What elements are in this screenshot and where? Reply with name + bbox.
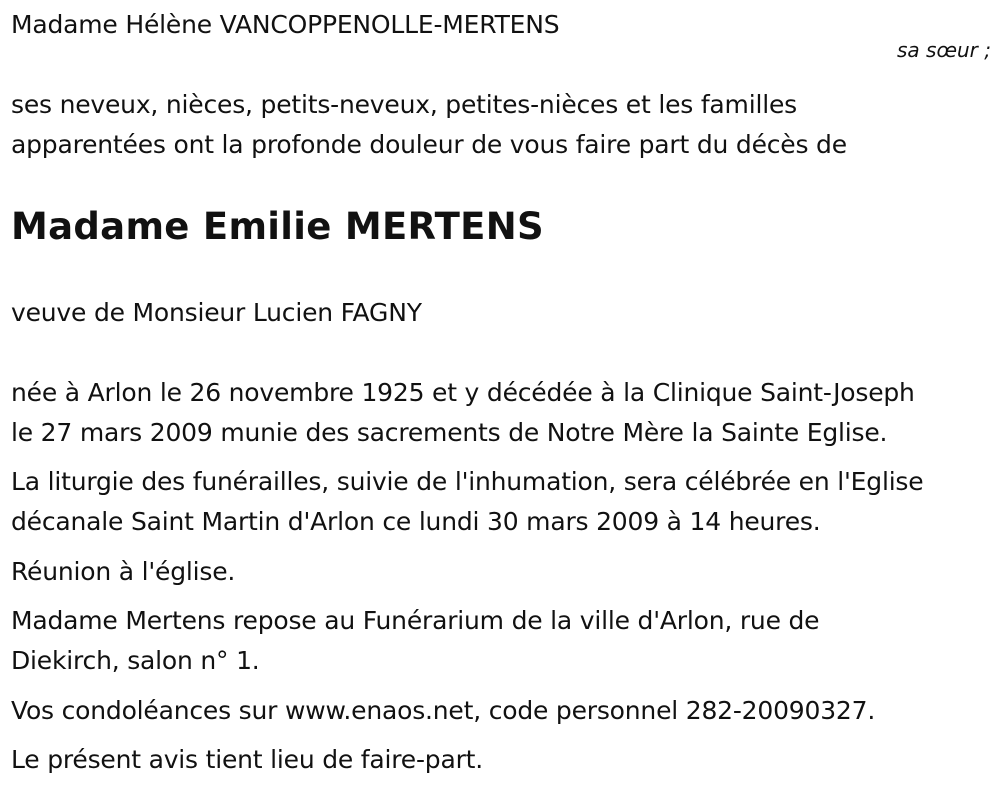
notice-line: Le présent avis tient lieu de faire-part. <box>11 745 484 774</box>
repose-line-1: Madame Mertens repose au Funérarium de la ville d'Arlon, rue de <box>11 606 820 635</box>
deceased-name: Madame Emilie MERTENS <box>11 205 544 248</box>
birth-death-line-2: le 27 mars 2009 munie des sacrements de Notre Mère la Sainte Eglise. <box>11 418 888 447</box>
meeting-line: Réunion à l'église. <box>11 557 236 586</box>
funeral-line-2: décanale Saint Martin d'Arlon ce lundi 30 mars 2009 à 14 heures. <box>11 507 821 536</box>
spouse-line: veuve de Monsieur Lucien FAGNY <box>11 298 422 327</box>
family-line-2: apparentées ont la profonde douleur de vous faire part du décès de <box>11 130 847 159</box>
condolences-line: Vos condoléances sur www.enaos.net, code personnel 282-20090327. <box>11 696 876 725</box>
family-line-1: ses neveux, nièces, petits-neveux, petites-nièces et les familles <box>11 90 797 119</box>
funeral-line-1: La liturgie des funérailles, suivie de l'inhumation, sera célébrée en l'Eglise <box>11 467 924 496</box>
birth-death-line-1: née à Arlon le 26 novembre 1925 et y décédée à la Clinique Saint-Joseph <box>11 378 915 407</box>
announcer-name: Madame Hélène VANCOPPENOLLE-MERTENS <box>11 10 560 39</box>
announcer-relation: sa sœur ; <box>896 38 991 62</box>
repose-line-2: Diekirch, salon n° 1. <box>11 646 260 675</box>
